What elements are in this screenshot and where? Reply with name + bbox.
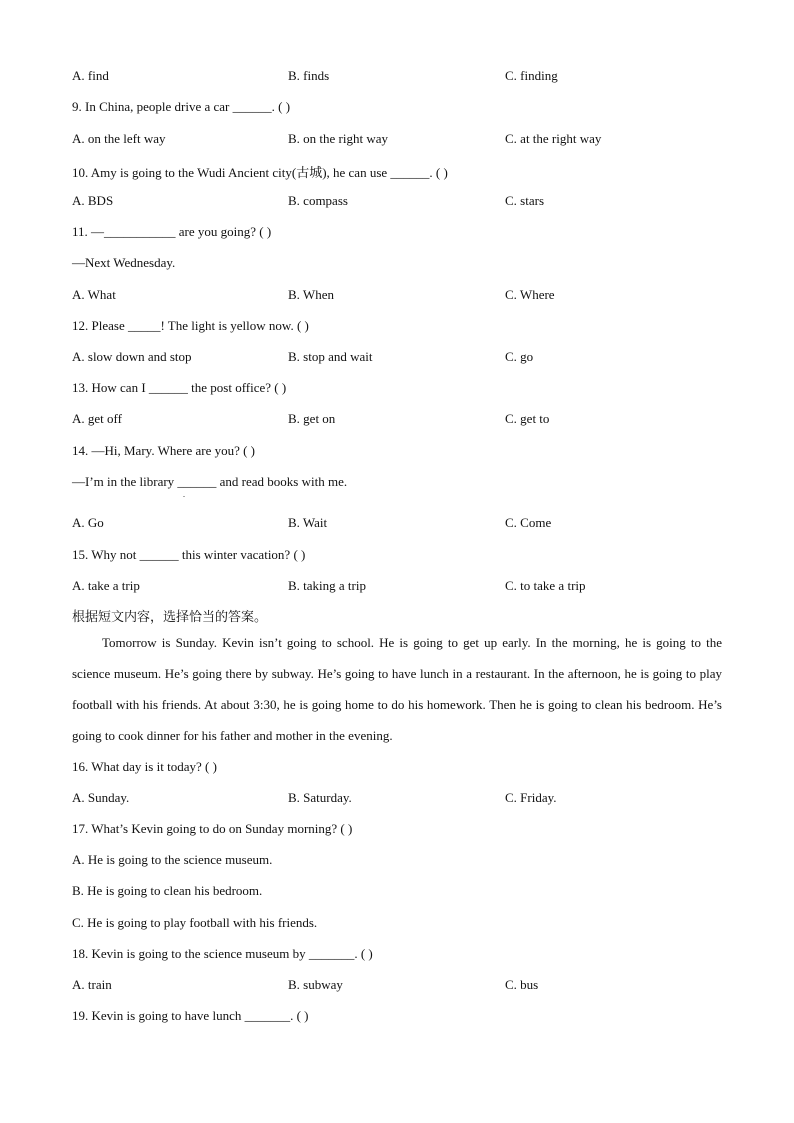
q18-option-b: B. subway [288,977,343,992]
q19-stem: 19. Kevin is going to have lunch _______. ( ) [72,1008,309,1023]
q9-option-a: A. on the left way [72,131,166,146]
q12-stem: 12. Please _____! The light is yellow now. ( ) [72,318,309,333]
q13-option-c: C. get to [505,411,550,426]
q18-option-a: A. train [72,977,112,992]
q17-option-c: C. He is going to play football with his friends. [72,915,318,930]
q15-option-b: B. taking a trip [288,578,366,593]
q15-stem: 15. Why not ______ this winter vacation? ( ) [72,547,306,562]
q15-option-a: A. take a trip [72,578,140,593]
q8-option-c: C. finding [505,68,558,83]
q18-stem: 18. Kevin is going to the science museum by _______. ( ) [72,946,373,961]
q11-stem: 11. —___________ are you going? ( ) [72,224,272,239]
q16-option-b: B. Saturday. [288,790,352,805]
q14-option-c: C. Come [505,515,552,530]
q17-option-a: A. He is going to the science museum. [72,852,273,867]
q16-option-a: A. Sunday. [72,790,130,805]
q18-option-c: C. bus [505,977,539,992]
q10-option-a: A. BDS [72,193,114,208]
q15-option-c: C. to take a trip [505,578,586,593]
q12-option-b: B. stop and wait [288,349,373,364]
q11-answer: —Next Wednesday. [72,255,176,270]
q13-option-a: A. get off [72,411,122,426]
q13-option-b: B. get on [288,411,336,426]
q8-option-a: A. find [72,68,109,83]
q10-option-c: C. stars [505,193,544,208]
q14-option-b: B. Wait [288,515,328,530]
q8-option-b: B. finds [288,68,330,83]
q11-option-c: C. Where [505,287,555,302]
q16-option-c: C. Friday. [505,790,557,805]
q13-stem: 13. How can I ______ the post office? ( ) [72,380,287,395]
q11-option-a: A. What [72,287,116,302]
q14-stem: 14. —Hi, Mary. Where are you? ( ) [72,443,256,458]
q16-stem: 16. What day is it today? ( ) [72,759,217,774]
q9-option-b: B. on the right way [288,131,389,146]
section-instruction: 根据短文内容，选择恰当的答案。 [72,610,268,625]
q14-mark: . [183,490,185,499]
q14-answer: —I’m in the library ______ and read books with me. [72,474,348,489]
reading-passage: Tomorrow is Sunday. Kevin isn’t going to school. He is going to get up early. In the morning, he is going to the science museum. He’s going there by subway. He’s going to have lunch in a restaurant. In the afternoon, he is going to play football with his friends. At about 3:30, he is going home to do his homework. Then he is going to clean his bedroom. He’s going to cook dinner for his father and mother in the evening. [72,635,722,743]
q9-stem: 9. In China, people drive a car ______. ( ) [72,99,291,114]
q10-option-b: B. compass [288,193,348,208]
q12-option-c: C. go [505,349,534,364]
q17-option-b: B. He is going to clean his bedroom. [72,883,263,898]
q17-stem: 17. What’s Kevin going to do on Sunday morning? ( ) [72,821,353,836]
q12-option-a: A. slow down and stop [72,349,192,364]
q10-stem: 10. Amy is going to the Wudi Ancient city(古城), he can use ______. ( ) [72,165,448,180]
q9-option-c: C. at the right way [505,131,602,146]
q14-option-a: A. Go [72,515,104,530]
q11-option-b: B. When [288,287,334,302]
